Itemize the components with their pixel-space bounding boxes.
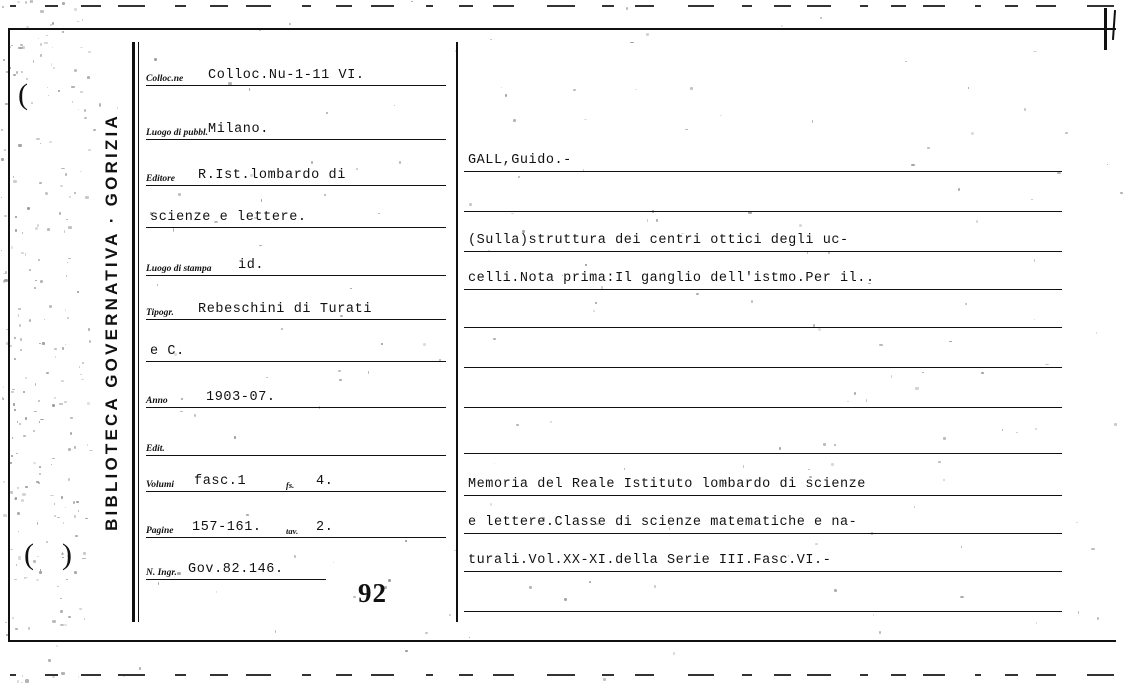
registration-dash <box>336 674 352 676</box>
scan-speck <box>3 481 4 483</box>
registration-dash <box>688 5 714 7</box>
field-label: Pagine <box>146 526 173 536</box>
scan-speck <box>820 17 821 18</box>
entry-line <box>464 222 1062 252</box>
field-continuation-row <box>146 202 446 228</box>
registration-dash <box>1005 674 1018 676</box>
registration-dash <box>175 5 186 7</box>
field-value: fasc.1 <box>194 474 246 489</box>
entry-line <box>464 338 1062 368</box>
field-row <box>146 430 446 456</box>
registration-dash <box>371 5 394 7</box>
entry-line-text: (Sulla)struttura dei centri ottici degli uc- <box>468 233 849 248</box>
entry-line <box>464 298 1062 328</box>
registration-dash <box>774 5 791 7</box>
library-band <box>86 50 134 610</box>
registration-dash <box>742 674 752 676</box>
entry-line <box>464 378 1062 408</box>
field-rule-line <box>146 407 446 408</box>
scan-speck <box>411 1 413 2</box>
entry-rule-line <box>464 533 1062 534</box>
entry-rule-line <box>464 407 1062 408</box>
registration-dash <box>118 5 145 7</box>
scan-speck <box>3 398 5 400</box>
field-label: Luogo di pubbl. <box>146 128 208 138</box>
field-rule-line <box>146 275 446 276</box>
scan-speck <box>52 22 54 25</box>
scan-speck <box>781 25 783 27</box>
scan-speck <box>405 650 408 652</box>
scan-speck <box>603 678 606 681</box>
registration-dash <box>891 674 906 676</box>
entry-rule-line <box>464 211 1062 212</box>
field-value: Gov.82.146. <box>188 562 284 577</box>
field-value: scienze e lettere. <box>150 210 307 225</box>
scan-speck <box>1 158 3 161</box>
scan-speck <box>77 21 78 22</box>
margin-artifact-paren-close: ) <box>62 538 72 572</box>
entry-line <box>464 182 1062 212</box>
scan-speck <box>4 215 7 216</box>
field-label: Tipogr. <box>146 308 174 318</box>
registration-dash <box>1087 674 1114 676</box>
registration-dash <box>210 5 228 7</box>
scan-speck <box>56 645 58 648</box>
entry-line-text: Memoria del Reale Istituto lombardo di scienze <box>468 477 866 492</box>
registration-marks-bottom <box>10 673 1110 676</box>
field-rule-line <box>146 139 446 140</box>
entry-line <box>464 504 1062 534</box>
field-label: N. Ingr. <box>146 568 177 578</box>
registration-dash <box>175 674 186 676</box>
registration-dash <box>688 674 714 676</box>
field-label: Volumi <box>146 480 174 490</box>
scan-speck <box>289 23 291 24</box>
scan-speck <box>48 659 51 662</box>
registration-dash <box>923 5 945 7</box>
registration-dash <box>45 674 58 676</box>
field-row <box>146 160 446 186</box>
registration-dash <box>246 5 271 7</box>
scan-speck <box>3 514 6 517</box>
field-row <box>146 60 446 86</box>
card-number: 92 <box>358 578 387 609</box>
registration-dash <box>371 674 394 676</box>
field-label: Colloc.ne <box>146 74 183 84</box>
entry-rule-line <box>464 327 1062 328</box>
field-rule-line <box>146 227 446 228</box>
registration-dash <box>635 674 654 676</box>
entry-line <box>464 542 1062 572</box>
field-rule-line <box>146 455 446 456</box>
entry-line <box>464 582 1062 612</box>
registration-dash <box>81 5 101 7</box>
field-rule-line <box>146 85 446 86</box>
registration-dash <box>602 5 614 7</box>
registration-marks-top <box>10 4 1110 7</box>
entry-line <box>464 466 1062 496</box>
registration-dash <box>81 674 101 676</box>
registration-dash <box>807 674 831 676</box>
registration-dash <box>774 674 791 676</box>
field-row <box>146 512 446 538</box>
scan-speck <box>52 676 55 677</box>
entry-rule-line <box>464 495 1062 496</box>
field-value: Rebeschini di Turati <box>198 302 372 317</box>
field-value: 157-161. <box>192 520 262 535</box>
registration-dash <box>975 5 981 7</box>
scan-speck <box>3 273 5 274</box>
scan-speck <box>139 667 141 670</box>
scan-speck <box>5 271 7 274</box>
field-rule-line <box>146 361 446 362</box>
field-label: Luogo di stampa <box>146 264 211 274</box>
entry-rule-line <box>464 289 1062 290</box>
registration-dash <box>860 5 868 7</box>
margin-artifact-paren-open: ( <box>24 538 34 572</box>
registration-dash <box>807 5 831 7</box>
entry-rule-line <box>464 611 1062 612</box>
scan-speck <box>4 149 7 152</box>
scan-speck <box>40 10 43 13</box>
registration-dash <box>336 5 352 7</box>
field-rule-line <box>146 491 446 492</box>
registration-dash <box>10 674 16 676</box>
entry-line-text: celli.Nota prima:Il ganglio dell'istmo.Per il.. <box>468 271 875 286</box>
entry-line <box>464 260 1062 290</box>
scan-speck <box>50 24 52 26</box>
scan-speck <box>30 0 31 3</box>
field-value: Colloc.Nu-1-11 VI. <box>208 68 365 83</box>
registration-dash <box>602 674 614 676</box>
scan-speck <box>1 250 2 251</box>
entry-line-text: GALL,Guido.- <box>468 153 572 168</box>
scan-speck <box>2 6 4 7</box>
registration-dash <box>118 674 145 676</box>
entry-rule-line <box>464 453 1062 454</box>
scan-speck <box>2 397 3 400</box>
scan-speck <box>673 652 675 655</box>
field-sub-value: 2. <box>316 520 333 535</box>
scan-speck <box>82 19 83 21</box>
entry-rule-line <box>464 251 1062 252</box>
vertical-rule-primary <box>132 42 135 622</box>
scan-speck <box>626 7 629 10</box>
field-continuation-row <box>146 336 446 362</box>
registration-dash <box>10 5 16 7</box>
field-value: 1903-07. <box>206 390 276 405</box>
registration-dash <box>459 5 473 7</box>
entry-line <box>464 142 1062 172</box>
scan-speck <box>74 8 77 11</box>
registration-dash <box>860 674 868 676</box>
entry-line-text: turali.Vol.XX-XI.della Serie III.Fasc.VI.- <box>468 553 831 568</box>
registration-dash <box>547 5 575 7</box>
scan-speck <box>1 197 2 198</box>
field-sub-label: tav. <box>286 526 298 536</box>
registration-dash <box>493 5 514 7</box>
field-row <box>146 554 446 580</box>
scan-speck <box>31 0 33 3</box>
registration-dash <box>246 674 271 676</box>
field-row <box>146 294 446 320</box>
registration-dash <box>459 674 473 676</box>
scan-speck <box>78 676 79 678</box>
scan-speck <box>1120 192 1123 194</box>
scan-speck <box>3 386 4 388</box>
field-row <box>146 382 446 408</box>
field-value: e C. <box>150 344 185 359</box>
registration-dash <box>302 5 311 7</box>
scan-speck <box>1 129 3 131</box>
registration-dash <box>1087 5 1114 7</box>
field-rule-line <box>146 185 446 186</box>
field-row <box>146 114 446 140</box>
entry-rule-line <box>464 367 1062 368</box>
registration-dash <box>45 5 58 7</box>
registration-dash <box>891 5 906 7</box>
entry-line-text: e lettere.Classe di scienze matematiche e na- <box>468 515 857 530</box>
vertical-rule-secondary <box>138 42 139 622</box>
scan-speck <box>25 679 28 682</box>
entry-line <box>464 424 1062 454</box>
scan-edge-mark <box>1104 8 1107 50</box>
registration-dash <box>923 674 945 676</box>
field-row <box>146 466 446 492</box>
field-value: R.Ist.lombardo di <box>198 168 346 183</box>
field-sub-value: 4. <box>316 474 333 489</box>
left-field-column <box>146 42 452 622</box>
field-value: Milano. <box>208 122 269 137</box>
field-rule-line <box>146 579 326 580</box>
catalog-card <box>86 42 1066 622</box>
field-rule-line <box>146 319 446 320</box>
registration-dash <box>426 5 433 7</box>
field-sub-label: fs. <box>286 480 294 490</box>
registration-dash <box>1036 674 1056 676</box>
library-name: BIBLIOTECA GOVERNATIVA · GORIZIA <box>102 42 122 602</box>
vertical-rule-middle <box>456 42 458 622</box>
scan-speck <box>3 59 6 61</box>
registration-dash <box>1036 5 1056 7</box>
entry-rule-line <box>464 571 1062 572</box>
registration-dash <box>1005 5 1018 7</box>
field-rule-line <box>146 537 446 538</box>
registration-dash <box>210 674 228 676</box>
registration-dash <box>547 674 575 676</box>
field-label: Editore <box>146 174 175 184</box>
scan-speck <box>5 622 7 623</box>
registration-dash <box>493 674 514 676</box>
registration-dash <box>302 674 311 676</box>
registration-dash <box>975 674 981 676</box>
registration-dash <box>742 5 752 7</box>
registration-dash <box>426 674 433 676</box>
scan-speck <box>3 280 5 283</box>
margin-artifact-paren-left: ( <box>18 78 28 112</box>
field-label: Edit. <box>146 444 165 454</box>
field-row <box>146 250 446 276</box>
right-entry-column <box>464 42 1064 622</box>
field-label: Anno <box>146 396 168 406</box>
registration-dash <box>635 5 654 7</box>
entry-rule-line <box>464 171 1062 172</box>
field-value: id. <box>238 258 264 273</box>
